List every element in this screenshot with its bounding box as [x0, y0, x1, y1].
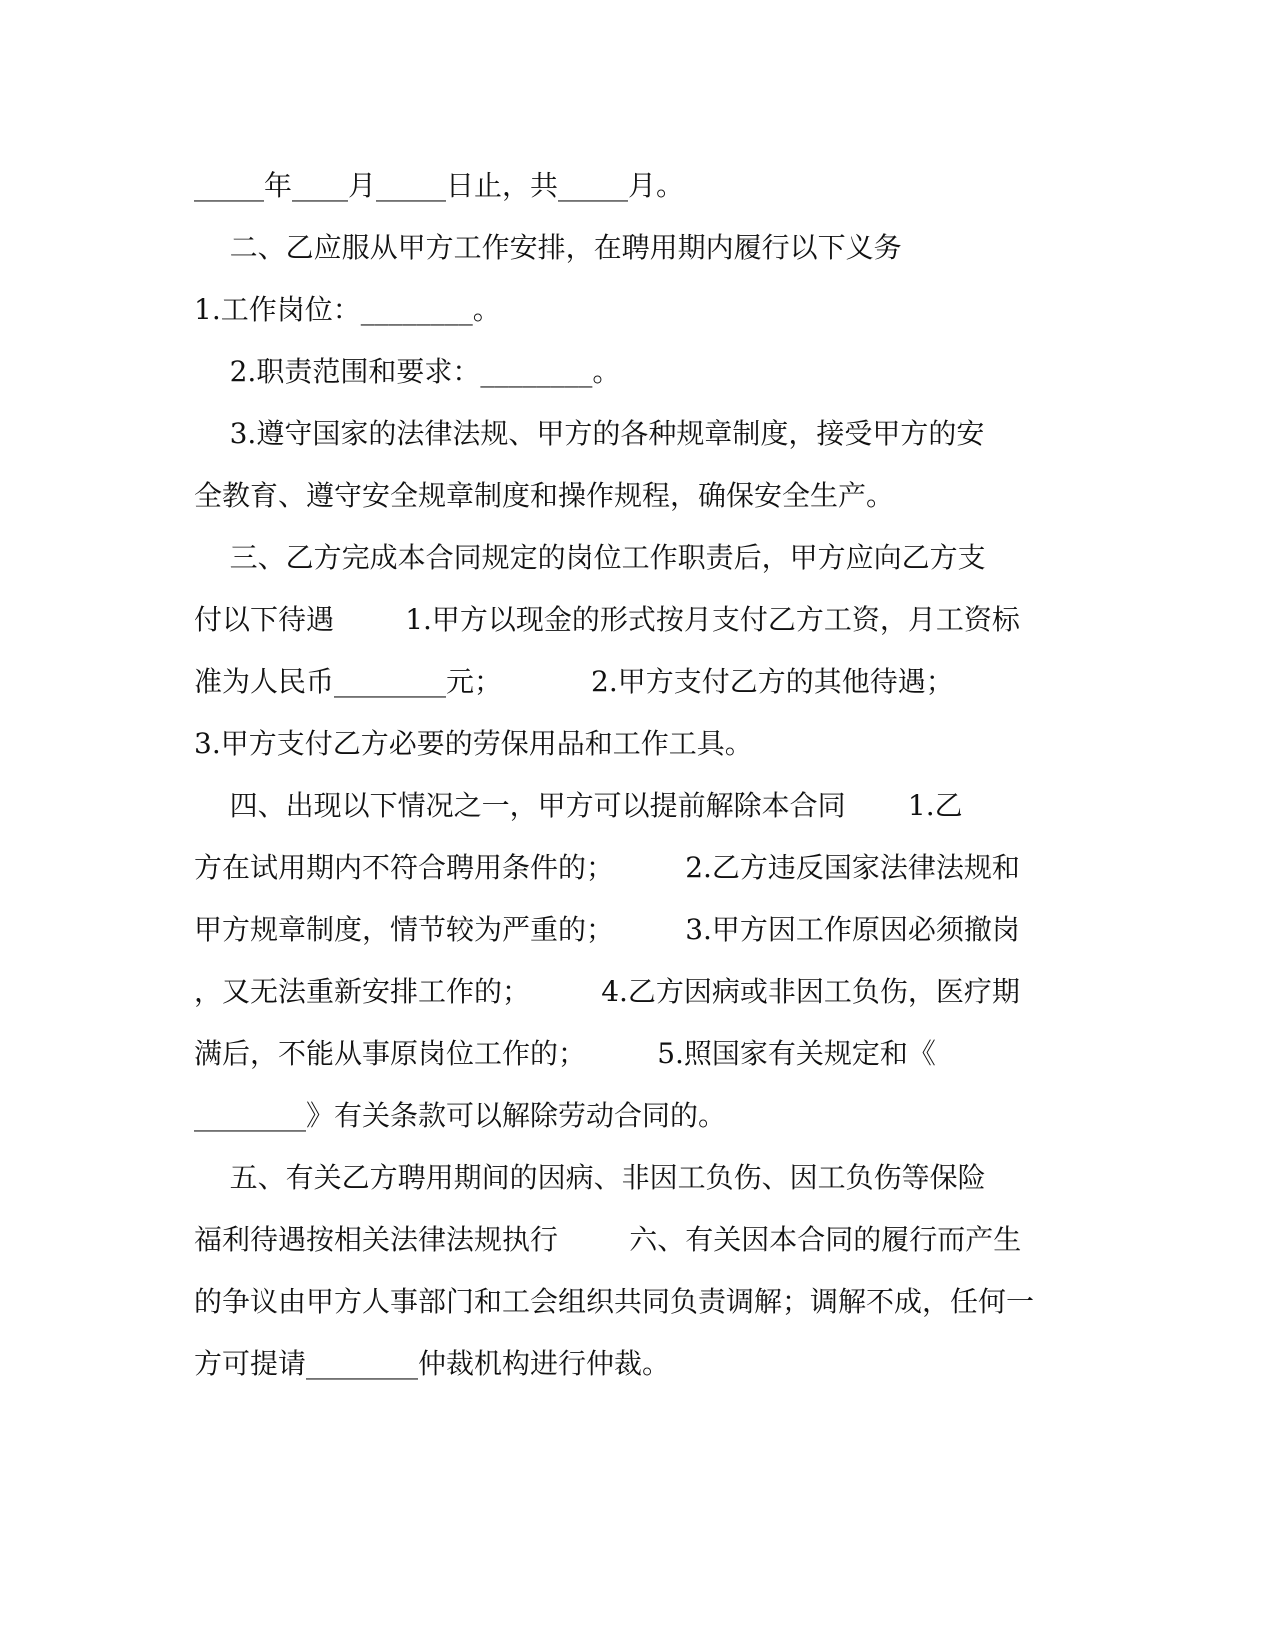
line-20: 方可提请________仲裁机构进行仲裁。	[194, 1347, 671, 1380]
line-8: 付以下待遇 1.甲方以现金的形式按月支付乙方工资，月工资标	[194, 603, 1020, 636]
line-1: _____年____月_____日止，共_____月。	[194, 169, 685, 202]
line-2: 二、乙应服从甲方工作安排，在聘用期内履行以下义务	[194, 231, 902, 264]
line-19: 的争议由甲方人事部门和工会组织共同负责调解；调解不成，任何一	[194, 1285, 1035, 1318]
line-14: ，又无法重新安排工作的； 4.乙方因病或非因工负伤，医疗期	[194, 975, 1020, 1008]
line-13: 甲方规章制度，情节较为严重的； 3.甲方因工作原因必须撤岗	[194, 913, 1020, 946]
line-16: ________》有关条款可以解除劳动合同的。	[194, 1099, 727, 1132]
line-12: 方在试用期内不符合聘用条件的； 2.乙方违反国家法律法规和	[194, 851, 1020, 884]
line-9: 准为人民币________元； 2.甲方支付乙方的其他待遇；	[194, 665, 954, 698]
line-11: 四、出现以下情况之一，甲方可以提前解除本合同 1.乙	[194, 789, 963, 822]
line-18: 福利待遇按相关法律法规执行 六、有关因本合同的履行而产生	[194, 1223, 1022, 1256]
line-7: 三、乙方完成本合同规定的岗位工作职责后，甲方应向乙方支	[194, 541, 986, 574]
line-15: 满后，不能从事原岗位工作的； 5.照国家有关规定和《	[194, 1037, 936, 1070]
line-10: 3.甲方支付乙方必要的劳保用品和工作工具。	[194, 727, 753, 760]
line-6: 全教育、遵守安全规章制度和操作规程，确保安全生产。	[194, 479, 895, 512]
line-17: 五、有关乙方聘用期间的因病、非因工负伤、因工负伤等保险	[194, 1161, 986, 1194]
line-5: 3.遵守国家的法律法规、甲方的各种规章制度，接受甲方的安	[194, 417, 985, 450]
line-4: 2.职责范围和要求：________。	[194, 355, 621, 388]
line-3: 1.工作岗位：________。	[194, 293, 501, 326]
